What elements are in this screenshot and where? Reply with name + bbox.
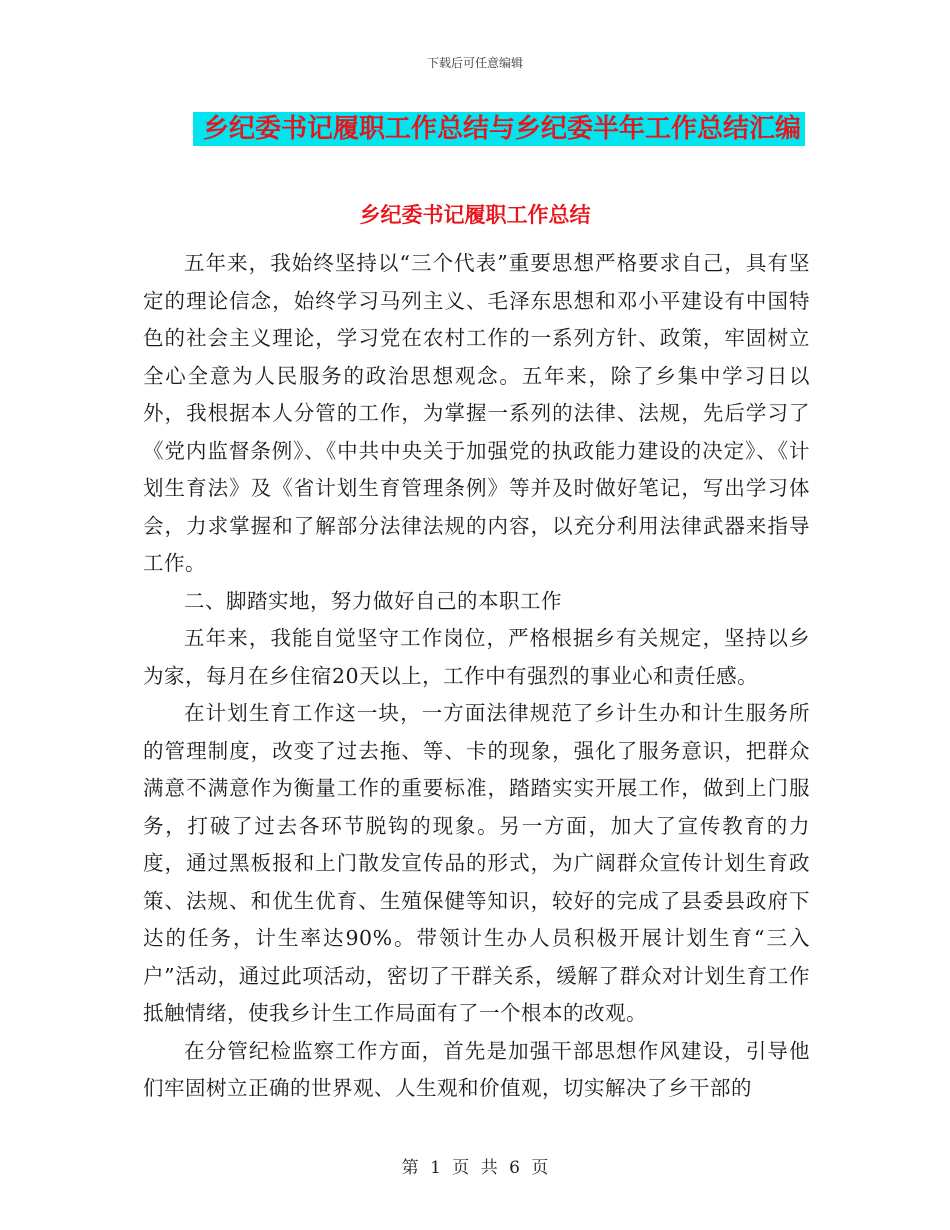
body-text xyxy=(143,245,810,1108)
paragraph-4: 在计划生育工作这一块，一方面法律规范了乡计生办和计生服务所的管理制度，改变了过去拖、等、卡的现象，强化了服务意识，把群众满意不满意作为衡量工作的重要标准，踏踏实实开展工作，做到上门服务，打破了过去各环节脱钩的现象。另一方面，加大了宣传教育的力度，通过黑板报和上门散发宣传品的形式，为广阔群众宣传计划生育政策、法规、和优生优育、生殖保健等知识，较好的完成了县委县政府下达的任务，计生率达90%。带领计生办人员积极开展计划生育“三入户”活动，通过此项活动，密切了干群关系，缓解了群众对计划生育工作抵触情绪，使我乡计生工作局面有了一个根本的改观。 xyxy=(143,701,810,1025)
main-title-wrap xyxy=(0,112,950,146)
main-title: 乡纪委书记履职工作总结与乡纪委半年工作总结汇编 xyxy=(193,112,805,146)
paragraph-3: 五年来，我能自觉坚守工作岗位，严格根据乡有关规定，坚持以乡为家，每月在乡住宿20天以上，工作中有强烈的事业心和责任感。 xyxy=(143,626,810,688)
paragraph-2: 二、脚踏实地，努力做好自己的本职工作 xyxy=(184,588,562,613)
header-note: 下载后可任意编辑 xyxy=(426,56,523,70)
paragraph-1: 五年来，我始终坚持以“三个代表”重要思想严格要求自己，具有坚定的理论信念，始终学习马列主义、毛泽东思想和邓小平建设有中国特色的社会主义理论，学习党在农村工作的一系列方针、政策，牢固树立全心全意为人民服务的政治思想观念。五年来，除了乡集中学习日以外，我根据本人分管的工作，为掌握一系列的法律、法规，先后学习了《党内监督条例》、《中共中央关于加强党的执政能力建设的决定》、《计划生育法》及《省计划生育管理条例》等并及时做好笔记，写出学习体会，力求掌握和了解部分法律法规的内容，以充分利用法律武器来指导工作。 xyxy=(143,251,810,575)
section-title: 乡纪委书记履职工作总结 xyxy=(359,203,591,227)
page-footer: 第 1 页 共 6 页 xyxy=(401,1158,549,1178)
paragraph-5: 在分管纪检监察工作方面，首先是加强干部思想作风建设，引导他们牢固树立正确的世界观、人生观和价值观，切实解决了乡干部的 xyxy=(143,1038,810,1100)
